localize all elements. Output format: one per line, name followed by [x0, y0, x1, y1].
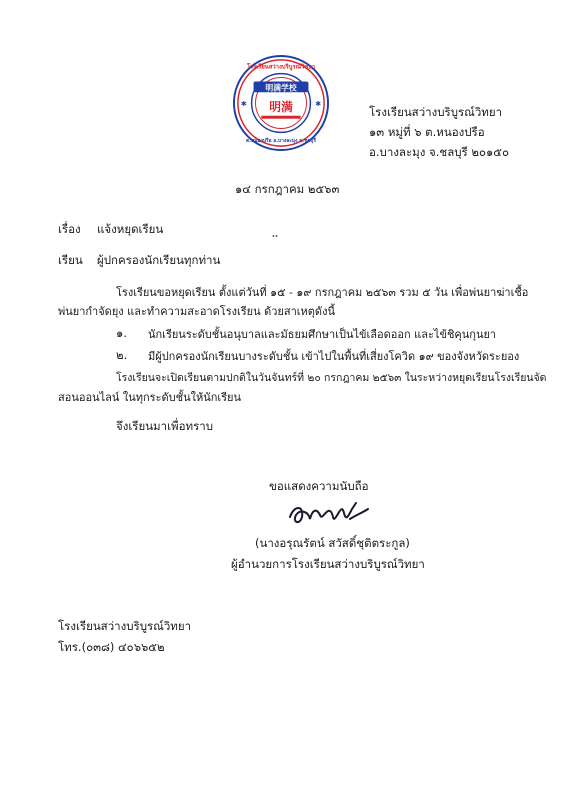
- school-logo: [232, 54, 330, 152]
- sender-address-line2: อ.บางละมุง จ.ชลบุรี ๒๐๑๕๐: [369, 145, 510, 159]
- item1-text: นักเรียนระดับชั้นอนุบาลและมัธยมศึกษาเป็นไข้เลือดออก และไข้ชิคุนกุนยา: [148, 328, 497, 341]
- sender-school: โรงเรียนสว่างบริบูรณ์วิทยา: [369, 105, 503, 119]
- closing-note: จึงเรียนมาเพื่อทราบ: [116, 419, 214, 433]
- regards-text: ขอแสดงความนับถือ: [269, 479, 369, 493]
- item2-number: ๒.: [116, 348, 128, 362]
- svg-text:✱: ✱: [315, 99, 322, 108]
- to-text: ผู้ปกครองนักเรียนทุกท่าน: [97, 253, 221, 267]
- item2-text: มีผู้ปกครองนักเรียนบางระดับชั้น เข้าไปในพื้นที่เสี่ยงโควิด ๑๙ ของจังหวัดระยอง: [148, 350, 520, 363]
- letter-date: ๑๔ กรกฎาคม ๒๕๖๓: [235, 182, 340, 196]
- body-para2-line2: สอนออนไลน์ ในทุกระดับชั้นให้นักเรียน: [58, 391, 242, 404]
- svg-text:✱: ✱: [240, 99, 247, 108]
- logo-chinese-banner: 明满学校: [265, 83, 297, 93]
- body-para1-line2: พ่นยากำจัดยุง และทำความสะอาดโรงเรียน ด้วยสาเหตุดังนี้: [58, 305, 335, 318]
- signatory-name: (นางอรุณรัตน์ สวัสดิ์ชุติตระกูล): [255, 536, 410, 550]
- logo-chinese-center: 明满: [269, 99, 293, 114]
- sender-address-line1: ๑๓ หมู่ที่ ๖ ต.หนองปรือ: [369, 125, 485, 139]
- logo-name-top: โรงเรียนสว่างบริบูรณ์วิทยา: [247, 64, 315, 71]
- to-label: เรียน: [58, 253, 83, 267]
- item1-number: ๑.: [116, 326, 127, 340]
- logo-name-bottom: ต.หนองปรือ อ.บางละมุง จ.ชลบุรี: [245, 138, 317, 145]
- signatory-position: ผู้อำนวยการโรงเรียนสว่างบริบูรณ์วิทยา: [231, 557, 425, 571]
- subject-label: เรื่อง: [58, 222, 81, 236]
- handwritten-signature: [286, 497, 372, 531]
- stray-mark: [272, 233, 278, 239]
- body-para2-line1: โรงเรียนจะเปิดเรียนตามปกติในวันจันทร์ที่ ๒๐ กรกฎาคม ๒๕๖๓ ในระหว่างหยุดเรียนโรงเรียนจัด: [116, 372, 547, 384]
- body-para1-line1: โรงเรียนขอหยุดเรียน ตั้งแต่วันที่ ๑๕ - ๑๙ กรกฎาคม ๒๕๖๓ รวม ๕ วัน เพื่อพ่นยาฆ่าเชื้อ: [116, 286, 529, 299]
- footer-school: โรงเรียนสว่างบริบูรณ์วิทยา: [58, 619, 192, 633]
- footer-phone: โทร.(๐๓๘) ๔๐๖๖๕๒: [58, 640, 165, 654]
- subject-text: แจ้งหยุดเรียน: [97, 222, 164, 236]
